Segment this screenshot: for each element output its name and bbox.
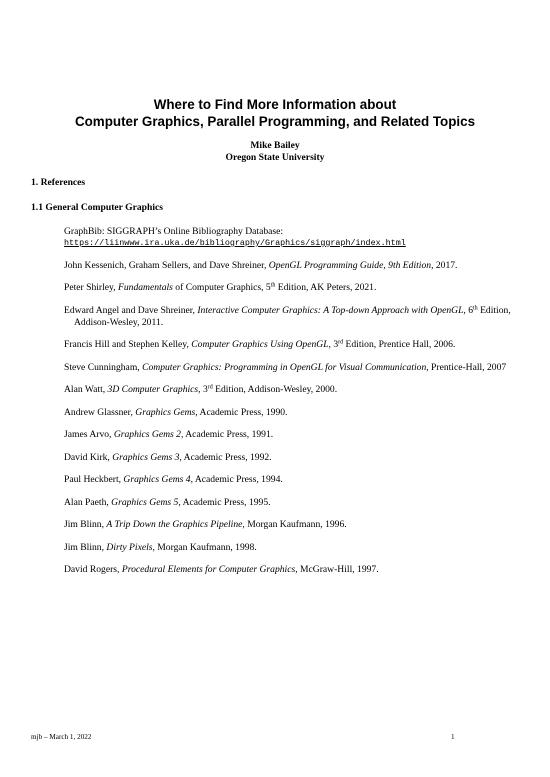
reference-item (64, 305, 519, 329)
document-title-line-1: Where to Find More Information about (153, 97, 397, 112)
reference-text: Steve Cunningham, (64, 361, 143, 373)
reference-text: , Academic Press, 1995. (178, 496, 271, 508)
reference-text: , Academic Press, 1992. (179, 451, 272, 463)
reference-text: , 6 (463, 304, 473, 316)
reference-text: , Morgan Kaufmann, 1996. (242, 519, 347, 530)
reference-text: Alan Watt, (64, 384, 108, 395)
reference-text: Andrew Glassner, (64, 406, 136, 418)
reference-text: of Computer Graphics, 5 (172, 282, 271, 293)
reference-text: James Arvo, (64, 429, 114, 440)
reference-title: Procedural Elements for Computer Graphics (121, 564, 296, 575)
edition-superscript: th (270, 282, 276, 289)
author-affiliation: Oregon State University (225, 152, 325, 163)
reference-text: John Kessenich, Graham Sellers, and Dave Shreiner, (64, 259, 269, 271)
reference-text: , Academic Press, 1994. (190, 474, 283, 485)
reference-item (64, 339, 519, 351)
reference-text: Paul Heckbert, (64, 474, 124, 485)
reference-text: Edition, Addison-Wesley, 2000. (212, 384, 338, 395)
reference-item (64, 384, 519, 396)
reference-title: Fundamentals (118, 282, 173, 293)
reference-item (64, 407, 519, 419)
reference-list (64, 226, 519, 587)
edition-superscript: rd (207, 384, 213, 391)
reference-text: Peter Shirley, (64, 282, 118, 293)
reference-title: Computer Graphics: Programming in OpenGL for Visual Communication (142, 361, 427, 373)
reference-title: Graphics Gems (135, 406, 196, 418)
reference-title: A Trip Down the Graphics Pipeline (106, 519, 243, 530)
reference-title: Dirty Pixels (106, 541, 153, 553)
edition-superscript: rd (338, 339, 344, 346)
reference-title: Graphics Gems 3 (112, 451, 180, 463)
reference-text: David Kirk, (64, 451, 113, 463)
edition-superscript: th (473, 305, 478, 311)
reference-text: Edition, Prentice Hall, 2006. (343, 339, 456, 350)
document-title-line-2: Computer Graphics, Parallel Programming, and Related Topics (74, 114, 476, 129)
author-name: Mike Bailey (250, 140, 300, 151)
reference-item (64, 474, 519, 486)
reference-text: , Morgan Kaufmann, 1998. (152, 541, 257, 553)
footer-date: mjb – March 1, 2022 (31, 733, 92, 741)
reference-item (64, 497, 519, 509)
reference-item (64, 429, 519, 441)
subsection-heading-general-graphics: 1.1 General Computer Graphics (31, 202, 163, 213)
page-number: 1 (451, 733, 455, 741)
reference-title: Computer Graphics Using OpenGL (191, 339, 329, 350)
reference-text: Francis Hill and Stephen Kelley, (64, 339, 192, 350)
reference-title: OpenGL Programming Guide, 9th Edition (268, 259, 432, 271)
reference-item (64, 226, 519, 249)
reference-title: Graphics Gems 4 (123, 474, 191, 485)
reference-text: Jim Blinn, (64, 541, 107, 553)
reference-link[interactable]: https://liinwww.ira.uka.de/bibliography/Graphics/siggraph/index.html (64, 238, 406, 248)
reference-title: 3D Computer Graphics (107, 384, 199, 395)
reference-item (64, 260, 519, 272)
reference-text: GraphBib: SIGGRAPH’s Online Bibliography Database: (64, 226, 284, 237)
reference-text: , Prentice-Hall, 2007 (426, 361, 507, 373)
reference-text: Edition, AK Peters, 2021. (275, 282, 377, 293)
reference-title: Interactive Computer Graphics: A Top-down Approach with OpenGL (197, 304, 464, 316)
reference-text: Alan Paeth, (64, 496, 112, 508)
reference-text: , 3 (328, 339, 339, 350)
reference-text: , Academic Press, 1991. (180, 429, 274, 440)
reference-title: Graphics Gems 2 (113, 429, 181, 440)
reference-text: Jim Blinn, (64, 519, 107, 530)
reference-text: , 2017. (431, 259, 458, 271)
reference-item (64, 282, 519, 294)
reference-text: Edward Angel and Dave Shreiner, (64, 304, 198, 316)
reference-item (64, 519, 519, 531)
reference-item (64, 362, 519, 374)
reference-item (64, 542, 519, 554)
reference-text: , McGraw-Hill, 1997. (295, 564, 379, 575)
reference-item (64, 452, 519, 464)
section-heading-references: 1. References (31, 177, 86, 188)
reference-text: , 3 (198, 384, 208, 395)
reference-text: David Rogers, (64, 564, 122, 575)
reference-text: , Academic Press, 1990. (195, 406, 288, 418)
reference-text: Edition, Addison-Wesley, 2011. (74, 304, 511, 328)
reference-title: Graphics Gems 5 (111, 496, 179, 508)
reference-item (64, 564, 519, 576)
